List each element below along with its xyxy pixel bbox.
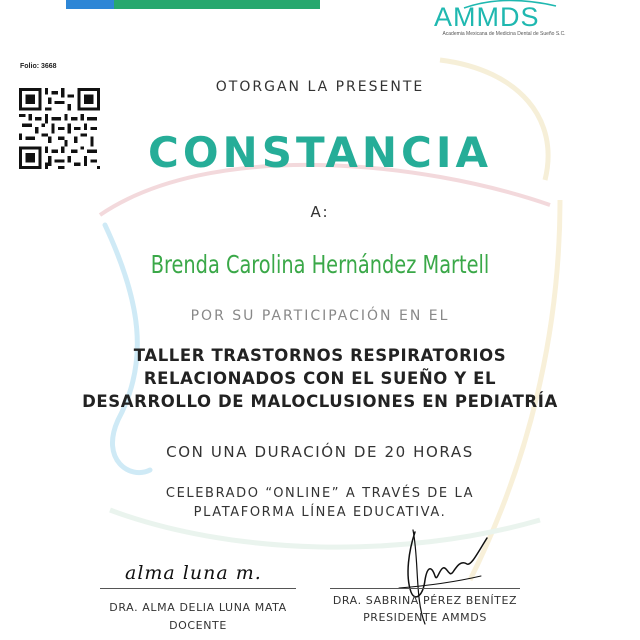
header-accent-green bbox=[114, 0, 320, 9]
ammds-logo bbox=[424, 0, 584, 42]
logo-subtitle: Academia Mexicana de Medicina Dental de Sueño S.C. bbox=[442, 31, 566, 37]
venue-line: CELEBRADO “ONLINE” A TRAVÉS DE LA bbox=[165, 486, 475, 501]
certificate-title: CONSTANCIA bbox=[148, 128, 492, 177]
folio-number: Folio: 3668 bbox=[20, 63, 57, 70]
course-title-line: RELACIONADOS CON EL SUEÑO Y EL bbox=[143, 369, 497, 388]
intro-text: OTORGAN LA PRESENTE bbox=[215, 79, 425, 95]
course-title-line: DESARROLLO DE MALOCLUSIONES EN PEDIATRÍA bbox=[82, 392, 558, 411]
venue-line: PLATAFORMA LÍNEA EDUCATIVA. bbox=[193, 505, 447, 520]
left-signer-role: DOCENTE bbox=[169, 619, 227, 632]
duration-text: CON UNA DURACIÓN DE 20 HORAS bbox=[166, 443, 474, 461]
right-signature-line bbox=[330, 588, 520, 589]
left-signer-name: DRA. ALMA DELIA LUNA MATA bbox=[109, 601, 287, 614]
left-signature: alma luna m. bbox=[125, 562, 262, 584]
right-signer-name: DRA. SABRINA PÉREZ BENÍTEZ bbox=[332, 594, 518, 607]
venue-text bbox=[0, 484, 640, 522]
right-signer-role: PRESIDENTE AMMDS bbox=[363, 611, 487, 624]
course-title bbox=[0, 344, 640, 413]
logo-wordmark: AMMDS bbox=[434, 2, 540, 32]
header-accent-blue bbox=[66, 0, 120, 9]
recipient-prefix: A: bbox=[310, 203, 330, 221]
recipient-name: Brenda Carolina Hernández Martell bbox=[150, 250, 490, 279]
course-title-line: TALLER TRASTORNOS RESPIRATORIOS bbox=[133, 346, 507, 365]
participation-text: POR SU PARTICIPACIÓN EN EL bbox=[190, 308, 450, 324]
left-signature-line bbox=[100, 588, 296, 589]
